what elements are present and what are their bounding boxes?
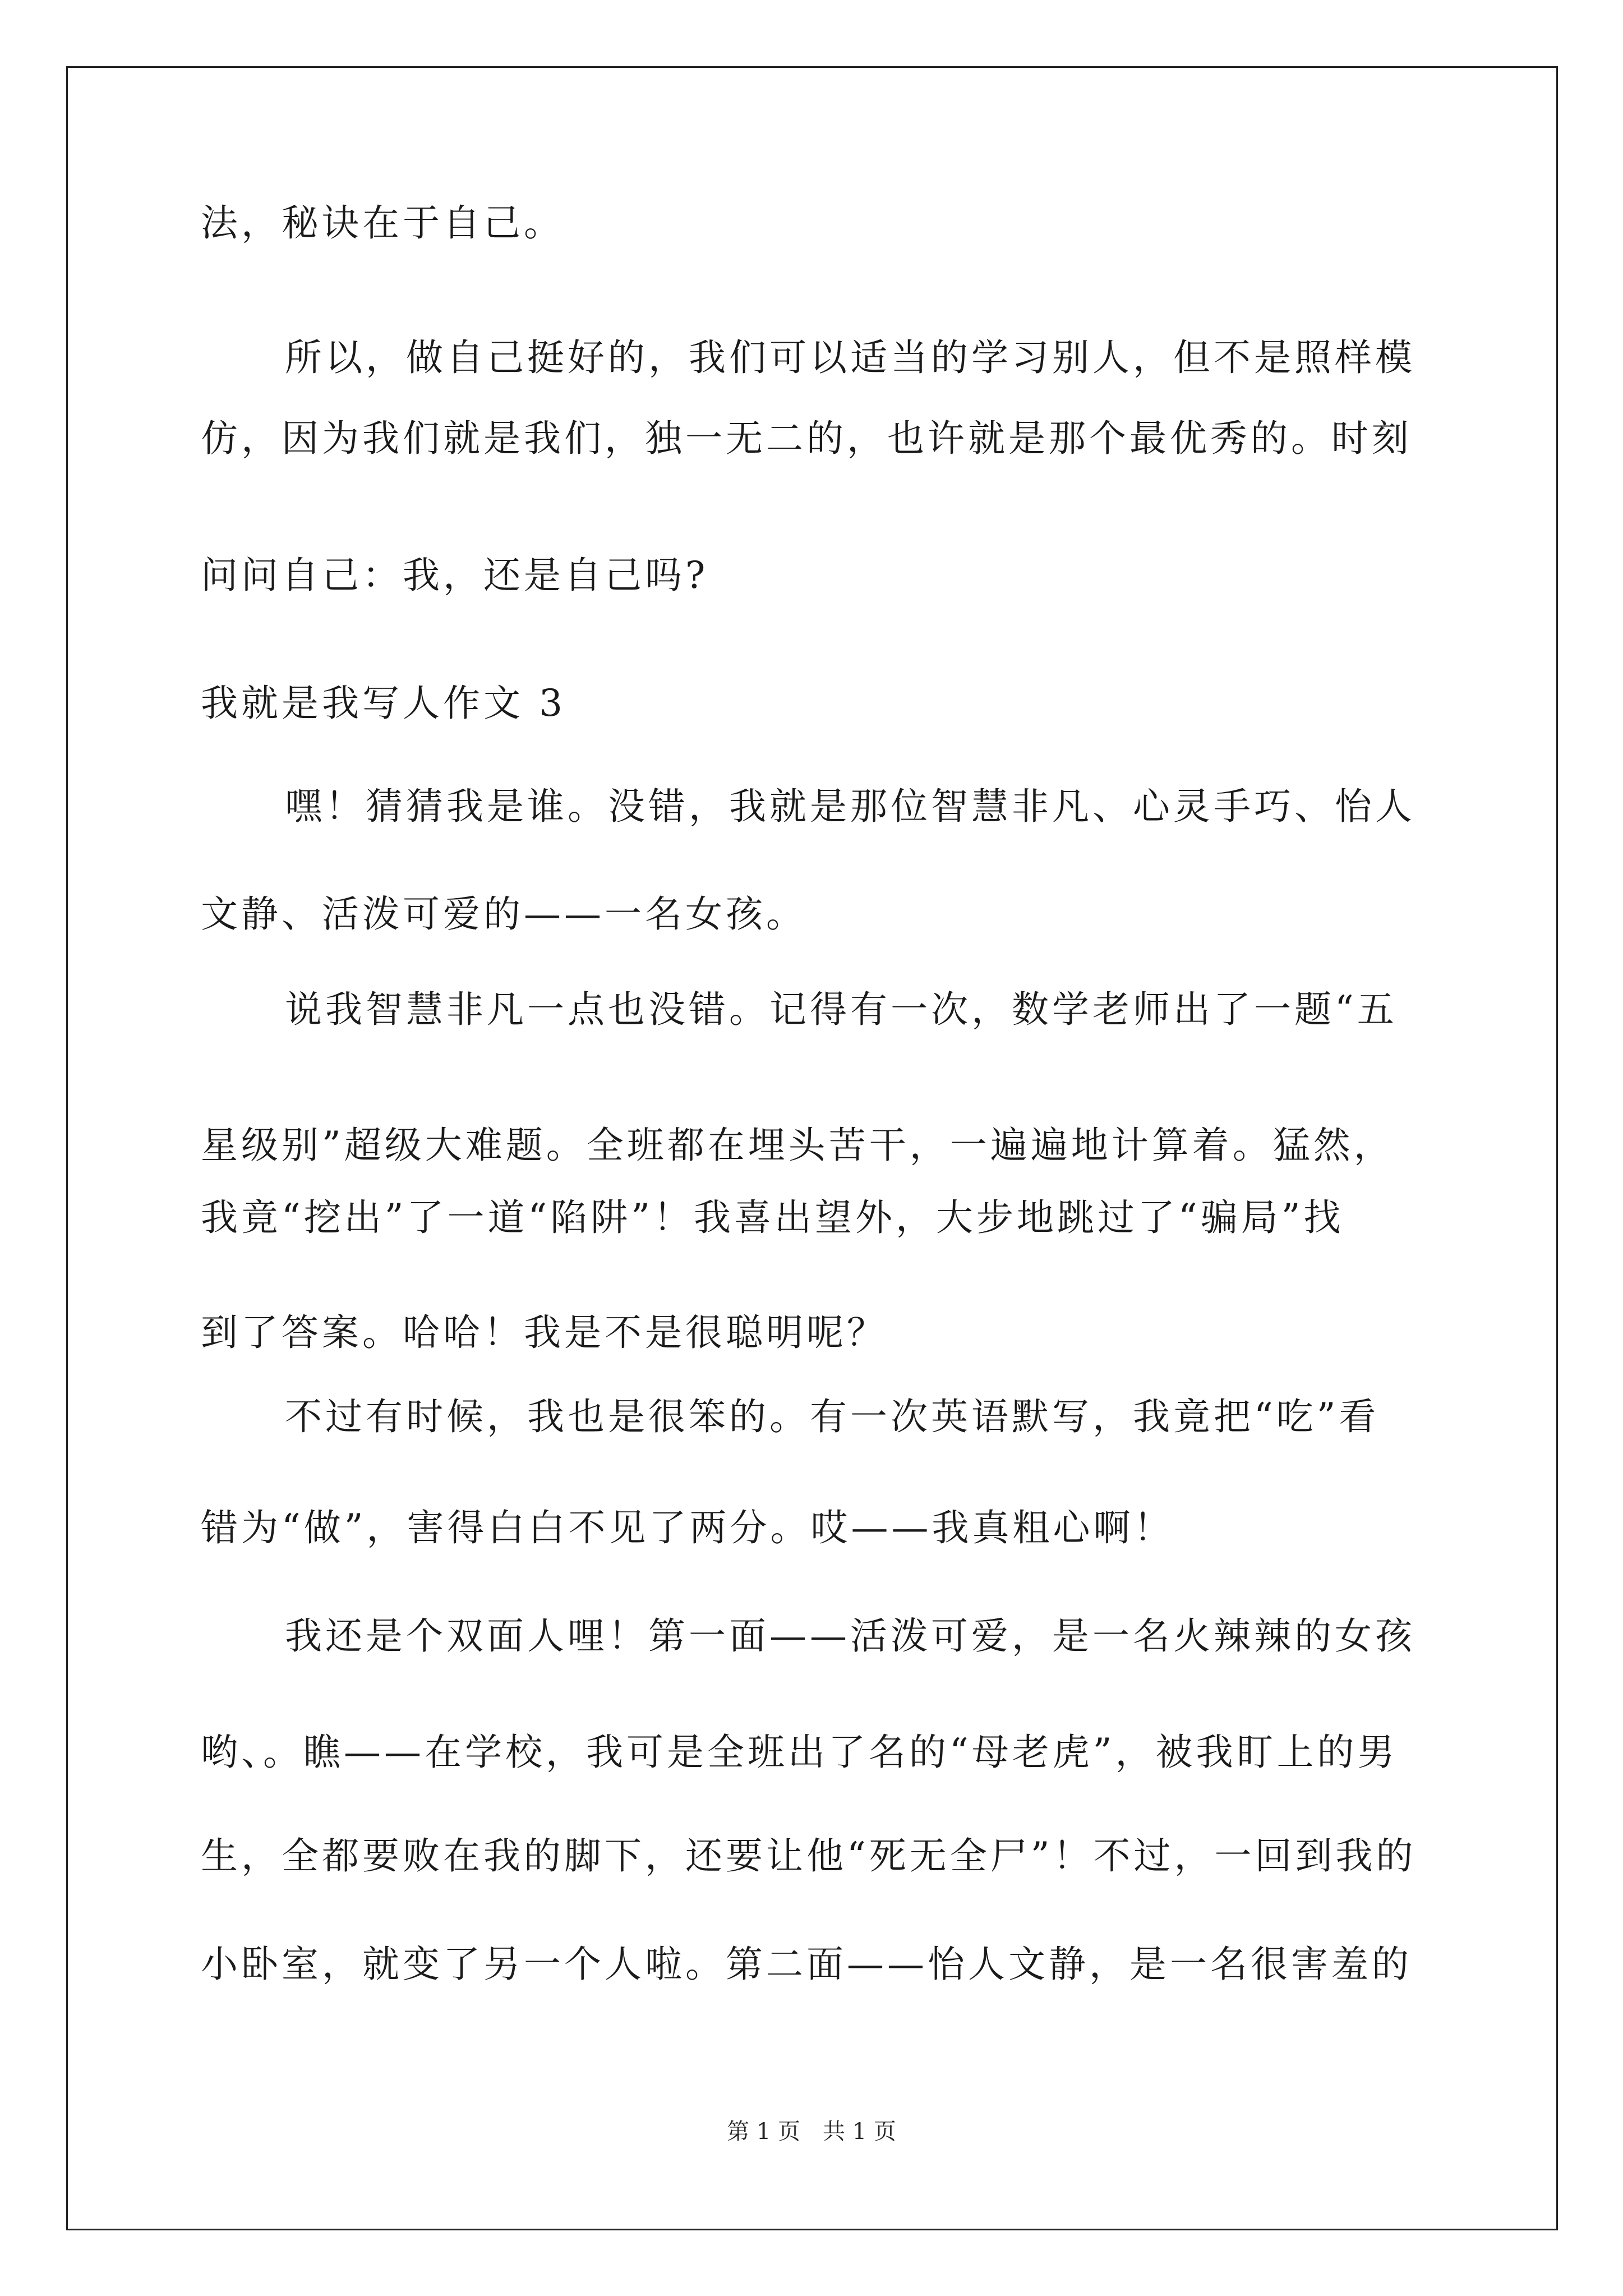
paragraph-line: 说我智慧非凡一点也没错。记得有一次，数学老师出了一题“五: [285, 988, 1398, 1031]
paragraph-line: 文静、活泼可爱的——一名女孩。: [201, 892, 806, 936]
section-heading: 我就是我写人作文 3: [201, 682, 566, 725]
paragraph-line: 小卧室，就变了另一个人啦。第二面——怡人文静，是一名很害羞的: [201, 1943, 1412, 1986]
paragraph-line: 所以，做自己挺好的，我们可以适当的学习别人，但不是照样模: [285, 336, 1415, 379]
paragraph-line: 问问自己：我，还是自己吗?: [201, 554, 709, 597]
paragraph-line: 不过有时候，我也是很笨的。有一次英语默写，我竟把“吃”看: [285, 1395, 1380, 1438]
paragraph-line: 法，秘诀在于自己。: [201, 201, 564, 245]
paragraph-line: 到了答案。哈哈！我是不是很聪明呢？: [201, 1311, 887, 1354]
paragraph-line: 嘿！猜猜我是谁。没错，我就是那位智慧非凡、心灵手巧、怡人: [285, 785, 1415, 828]
paragraph-line: 哟、。瞧——在学校，我可是全班出了名的“母老虎”，被我盯上的男: [201, 1731, 1398, 1774]
paragraph-line: 我竟“挖出”了一道“陷阱”！我喜出望外，大步地跳过了“骗局”找: [201, 1196, 1344, 1239]
paragraph-line: 生，全都要败在我的脚下，还要让他“死无全尸”！不过，一回到我的: [201, 1834, 1417, 1878]
page-footer: 第 1 页 共 1 页: [727, 2119, 896, 2145]
paragraph-line: 仿，因为我们就是我们，独一无二的，也许就是那个最优秀的。时刻: [201, 417, 1412, 460]
paragraph-line: 错为“做”，害得白白不见了两分。哎——我真粗心啊！: [201, 1506, 1174, 1549]
paragraph-line: 我还是个双面人哩！第一面——活泼可爱，是一名火辣辣的女孩: [285, 1614, 1415, 1658]
paragraph-line: 星级别”超级大难题。全班都在埋头苦干，一遍遍地计算着。猛然，: [201, 1124, 1394, 1167]
